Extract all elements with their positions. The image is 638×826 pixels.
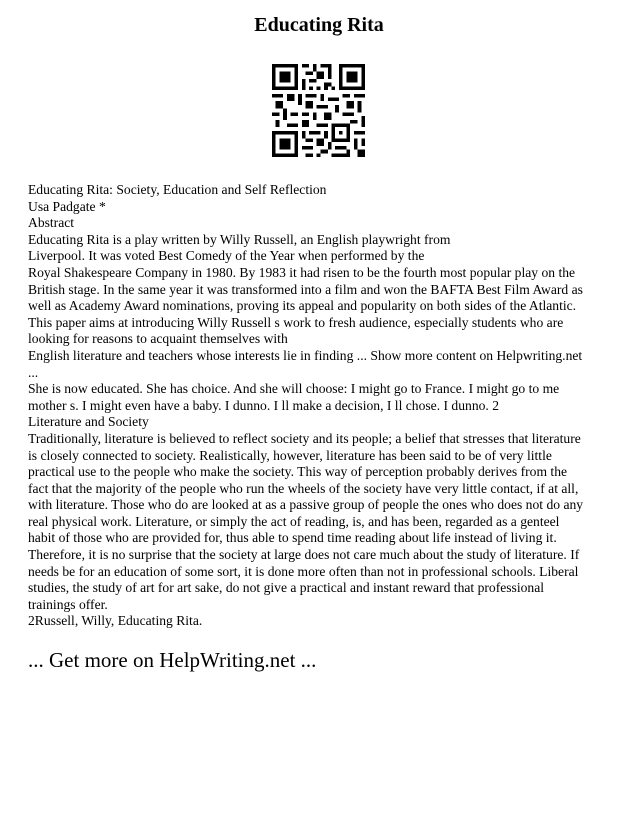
document-body <box>28 182 614 630</box>
document-title-line: Educating Rita: Society, Education and Self Reflection <box>28 182 327 197</box>
body-text-line: fact that the majority of the people who run the wheels of the society have very little contact, if at all, <box>28 480 579 496</box>
section-heading: Literature and Society <box>28 414 149 430</box>
body-text-line: Traditionally, literature is believed to reflect society and its people; a belief that stresses that literature <box>28 430 581 446</box>
body-text-line: She is now educated. She has choice. And she will choose: I might go to France. I might go to me <box>28 381 560 397</box>
body-text-line: mother s. I might even have a baby. I dunno. I ll make a decision, I ll chose. I dunno. 2 <box>28 397 500 413</box>
body-text-line: Liverpool. It was voted Best Comedy of the Year when performed by the <box>28 248 425 264</box>
body-text-line: Therefore, it is no surprise that the society at large does not care much about the study of literature. If <box>28 547 580 563</box>
show-more-line[interactable]: English literature and teachers whose interests lie in finding ... Show more content on Helpwriting.net <box>28 347 583 363</box>
body-text-line: practical use to the people who make the society. This way of perception probably derives from the <box>28 464 568 480</box>
body-text-line: real physical work. Literature, or simply the act of reading, is, and has been, regarded as a genteel <box>28 513 560 529</box>
abstract-heading: Abstract <box>28 215 75 231</box>
body-text-line: Educating Rita is a play written by Willy Russell, an English playwright from <box>28 231 451 247</box>
author-line: Usa Padgate * <box>28 198 106 214</box>
body-text-line: habit of those who are provided for, thus able to spend time reading about life instead of living it. <box>28 530 557 546</box>
body-text-line: looking for reasons to acquaint themselves with <box>28 331 288 347</box>
body-text-line: well as Academy Award nominations, proving its appeal and popularity on both sides of the Atlantic. <box>28 298 577 314</box>
page-title: Educating Rita <box>254 14 384 36</box>
body-text-line: with literature. Those who do are looked at as a passive group of people the ones who does not do any <box>28 497 584 513</box>
ellipsis-line: ... <box>28 364 39 380</box>
body-text-line: studies, the study of art for art sake, do not give a practical and instant reward that professional <box>28 580 545 596</box>
footnote-line: 2Russell, Willy, Educating Rita. <box>28 613 203 629</box>
body-text-line: Royal Shakespeare Company in 1980. By 1983 it had risen to be the fourth most popular play on the <box>28 264 576 280</box>
body-text-line: is closely connected to society. Realistically, however, literature has been said to be of very little <box>28 447 552 463</box>
body-text-line: trainings offer. <box>28 596 108 612</box>
body-text-line: needs be for an education of some sort, it is done more often than not in professional schools. Liberal <box>28 563 579 579</box>
get-more-link[interactable]: ... Get more on HelpWriting.net ... <box>28 648 317 672</box>
body-text-line: This paper aims at introducing Willy Russell s work to fresh audience, especially students who are <box>28 314 564 330</box>
body-text-line: British stage. In the same year it was transformed into a film and won the BAFTA Best Film Award as <box>28 281 583 297</box>
qr-code-icon <box>272 64 365 157</box>
